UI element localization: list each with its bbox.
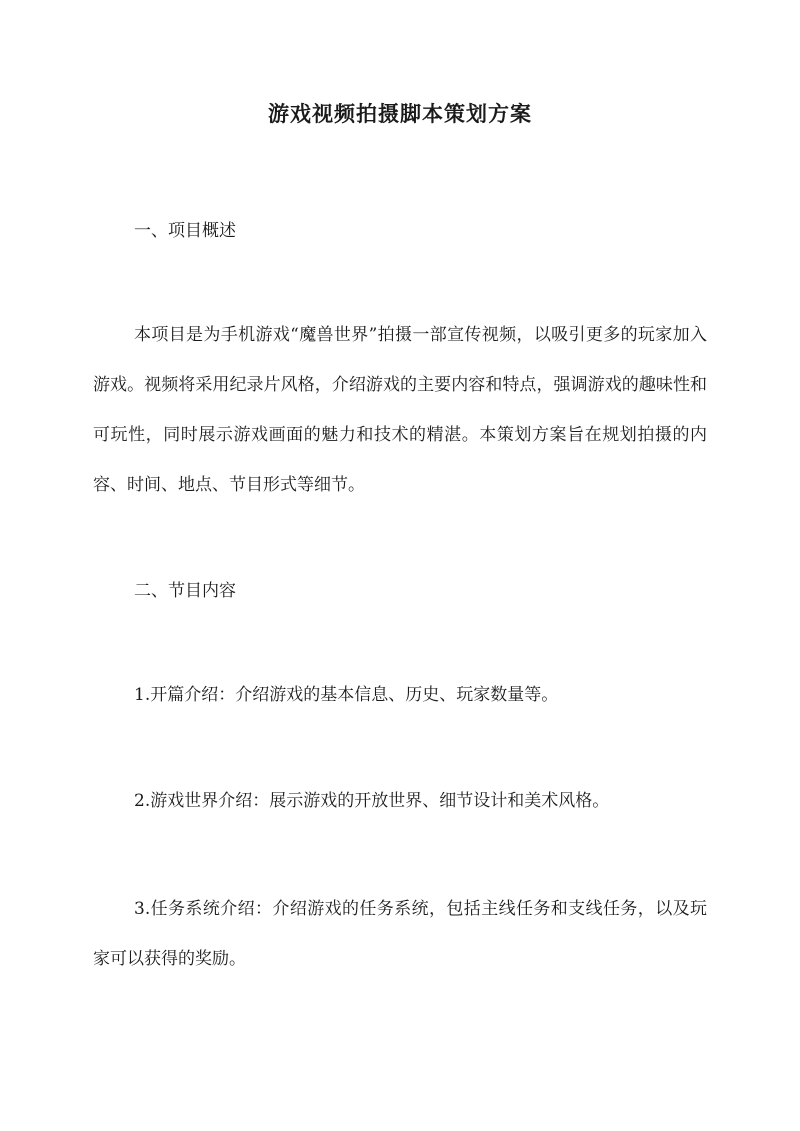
document-title: 游戏视频拍摄脚本策划方案 xyxy=(268,101,532,126)
content-item-opening: 1.开篇介绍：介绍游戏的基本信息、历史、玩家数量等。 xyxy=(134,685,559,705)
section-heading-overview: 一、项目概述 xyxy=(134,221,236,241)
content-item-quests: 3.任务系统介绍：介绍游戏的任务系统，包括主线任务和支线任务，以及玩家可以获得的奖励。 xyxy=(93,899,707,969)
section-heading-content: 二、节目内容 xyxy=(134,581,236,601)
overview-paragraph: 本项目是为手机游戏“魔兽世界”拍摄一部宣传视频，以吸引更多的玩家加入游戏。视频将采用纪录片风格，介绍游戏的主要内容和特点，强调游戏的趣味性和可玩性，同时展示游戏画面的魅力和技术的精湛。本策划方案旨在规划拍摄的内容、时间、地点、节目形式等细节。 xyxy=(93,325,707,495)
content-item-world: 2.游戏世界介绍：展示游戏的开放世界、细节设计和美术风格。 xyxy=(134,791,610,811)
